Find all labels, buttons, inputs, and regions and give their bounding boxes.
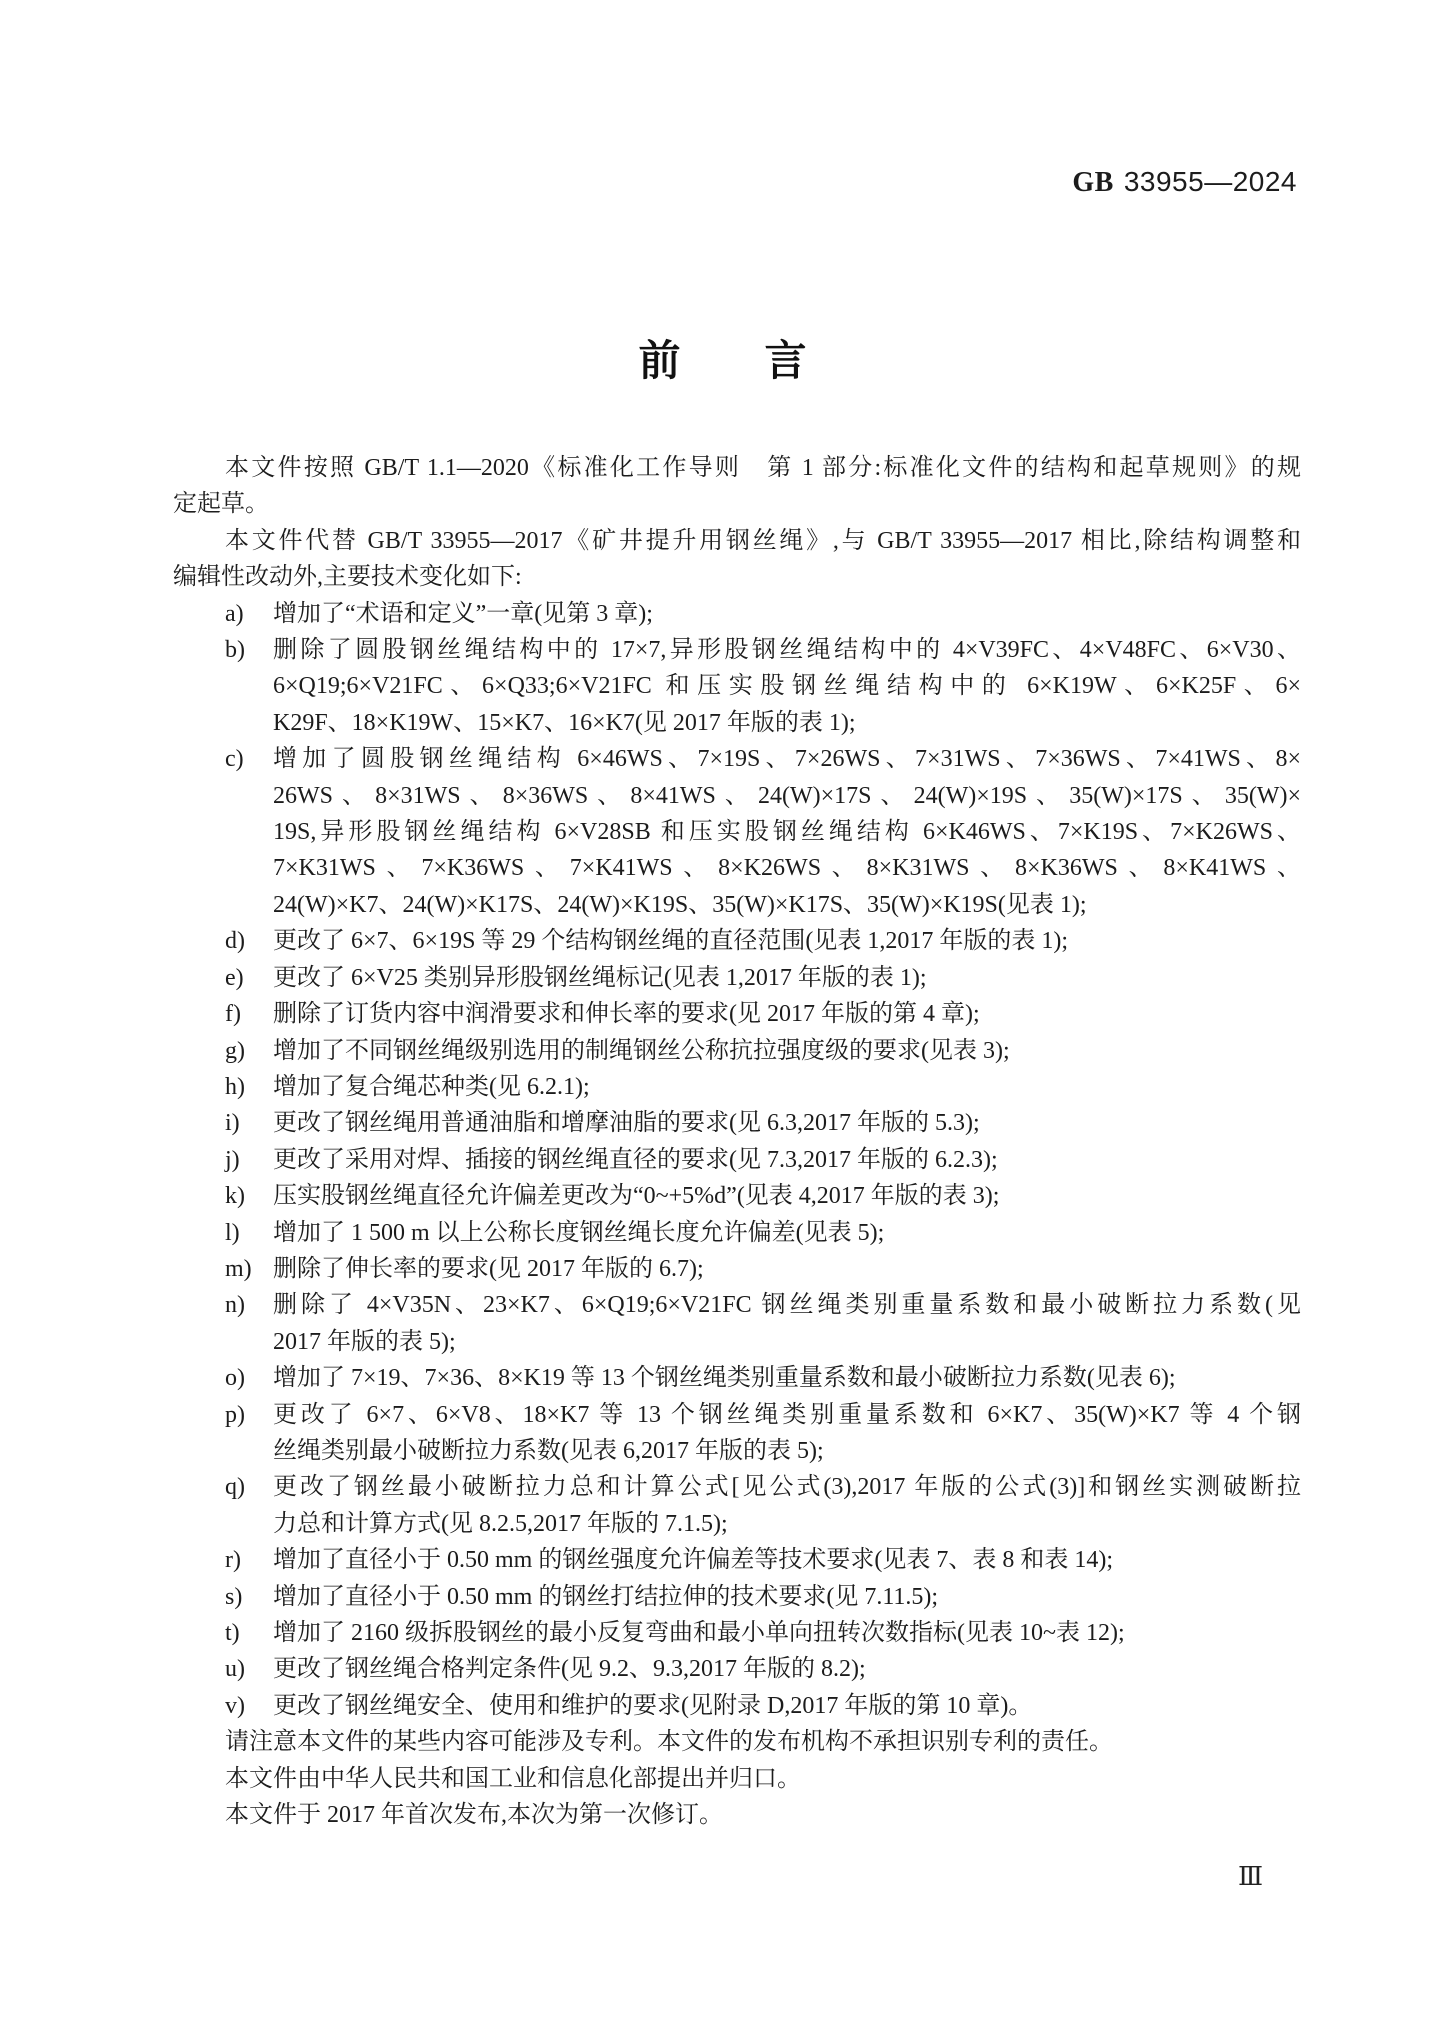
item-label: v) [225, 1692, 245, 1719]
change-item-u [173, 1651, 1301, 1687]
change-item-q [173, 1469, 1301, 1542]
change-item-n [173, 1287, 1301, 1360]
change-item-k [173, 1178, 1301, 1214]
standard-code-number: 33955—2024 [1123, 166, 1297, 197]
item-line: 更改了 6×7、6×V8、18×K7 等 13 个钢丝绳类别重量系数和 6×K7、35(W)×K7 等 4 个钢 [273, 1401, 1301, 1428]
item-label: m) [225, 1255, 252, 1282]
item-line: 更改了 6×V25 类别异形股钢丝绳标记(见表 1,2017 年版的表 1); [273, 964, 927, 991]
item-line: 增加了复合绳芯种类(见 6.2.1); [273, 1073, 590, 1100]
change-item-o [173, 1360, 1301, 1396]
item-line: 7×K31WS、7×K36WS、7×K41WS、8×K26WS、8×K31WS、8×K36WS、8×K41WS、 [273, 855, 1301, 882]
change-item-e [173, 960, 1301, 996]
intro-paragraph-line: 本文件代替 GB/T 33955—2017《矿井提升用钢丝绳》,与 GB/T 33955—2017 相比,除结构调整和 [225, 527, 1301, 554]
item-line: K29F、18×K19W、15×K7、16×K7(见 2017 年版的表 1); [273, 709, 856, 736]
item-label: i) [225, 1110, 240, 1137]
page-number: Ⅲ [1238, 1862, 1264, 1891]
change-item-h [173, 1069, 1301, 1105]
item-label: b) [225, 637, 245, 664]
item-line: 删除了圆股钢丝绳结构中的 17×7,异形股钢丝绳结构中的 4×V39FC、4×V48FC、6×V30、 [273, 637, 1301, 664]
item-line: 更改了钢丝绳合格判定条件(见 9.2、9.3,2017 年版的 8.2); [273, 1656, 866, 1683]
item-label: k) [225, 1183, 245, 1210]
item-line: 增加了 1 500 m 以上公称长度钢丝绳长度允许偏差(见表 5); [273, 1219, 885, 1246]
item-line: 更改了采用对焊、插接的钢丝绳直径的要求(见 7.3,2017 年版的 6.2.3); [273, 1146, 998, 1173]
change-item-m [173, 1251, 1301, 1287]
item-line: 2017 年版的表 5); [273, 1328, 456, 1355]
item-label: l) [225, 1219, 240, 1246]
item-line: 压实股钢丝绳直径允许偏差更改为“0~+5%d”(见表 4,2017 年版的表 3); [273, 1183, 1000, 1210]
item-line: 增加了 7×19、7×36、8×K19 等 13 个钢丝绳类别重量系数和最小破断拉力系数(见表 6); [273, 1365, 1176, 1392]
item-line: 增加了 2160 级拆股钢丝的最小反复弯曲和最小单向扭转次数指标(见表 10~表 12); [273, 1620, 1125, 1646]
item-line: 更改了钢丝绳安全、使用和维护的要求(见附录 D,2017 年版的第 10 章)。 [273, 1692, 1033, 1719]
item-line: 力总和计算方式(见 8.2.5,2017 年版的 7.1.5); [273, 1510, 728, 1537]
change-item-l [173, 1215, 1301, 1251]
item-line: 更改了钢丝绳用普通油脂和增摩油脂的要求(见 6.3,2017 年版的 5.3); [273, 1110, 980, 1137]
change-item-r [173, 1542, 1301, 1578]
item-label: p) [225, 1401, 245, 1428]
item-label: q) [225, 1474, 245, 1501]
item-label: n) [225, 1292, 245, 1319]
item-label: e) [225, 964, 244, 991]
page-title: 前 言 [638, 337, 807, 384]
item-line: 删除了订货内容中润滑要求和伸长率的要求(见 2017 年版的第 4 章); [273, 1001, 980, 1028]
item-line: 24(W)×K7、24(W)×K17S、24(W)×K19S、35(W)×K17S、35(W)×K19S(见表 1); [273, 891, 1087, 918]
item-line: 19S,异形股钢丝绳结构 6×V28SB 和压实股钢丝绳结构 6×K46WS、7×K19S、7×K26WS、 [273, 819, 1301, 846]
item-label: f) [225, 1001, 241, 1028]
item-label: r) [225, 1547, 241, 1574]
closing-paragraph: 本文件由中华人民共和国工业和信息化部提出并归口。 [225, 1765, 801, 1792]
item-label: h) [225, 1073, 245, 1100]
item-label: s) [225, 1583, 243, 1610]
item-label: d) [225, 928, 245, 955]
item-line: 26WS、8×31WS、8×36WS、8×41WS、24(W)×17S、24(W)×19S、35(W)×17S、35(W)× [273, 782, 1301, 809]
closing-paragraph: 本文件于 2017 年首次发布,本次为第一次修订。 [225, 1802, 723, 1829]
change-item-g [173, 1033, 1301, 1069]
change-item-f [173, 996, 1301, 1032]
change-item-t [173, 1615, 1301, 1651]
closing-paragraph: 请注意本文件的某些内容可能涉及专利。本文件的发布机构不承担识别专利的责任。 [225, 1729, 1113, 1756]
item-label: o) [225, 1365, 245, 1392]
standard-code [1072, 166, 1297, 199]
foreword-body [173, 450, 1301, 1833]
item-label: j) [225, 1146, 240, 1173]
change-item-b [173, 632, 1301, 741]
item-line: 删除了 4×V35N、23×K7、6×Q19;6×V21FC 钢丝绳类别重量系数和最小破断拉力系数(见 [273, 1292, 1301, 1319]
item-line: 更改了钢丝最小破断拉力总和计算公式[见公式(3),2017 年版的公式(3)]和钢丝实测破断拉 [273, 1474, 1301, 1501]
item-line: 增加了圆股钢丝绳结构 6×46WS、7×19S、7×26WS、7×31WS、7×36WS、7×41WS、8× [273, 746, 1301, 773]
intro-paragraph-line: 编辑性改动外,主要技术变化如下: [173, 564, 522, 591]
change-item-i [173, 1105, 1301, 1141]
change-item-j [173, 1142, 1301, 1178]
item-label: u) [225, 1656, 245, 1683]
intro-paragraph-line: 本文件按照 GB/T 1.1—2020《标准化工作导则 第 1 部分:标准化文件的结构和起草规则》的规 [225, 455, 1301, 481]
change-item-s [173, 1579, 1301, 1615]
item-label: g) [225, 1037, 245, 1064]
change-item-v [173, 1688, 1301, 1724]
intro-paragraph-line: 定起草。 [173, 491, 269, 518]
standard-code-prefix: GB [1072, 167, 1114, 198]
item-label: t) [225, 1620, 240, 1646]
item-line: 增加了直径小于 0.50 mm 的钢丝打结拉伸的技术要求(见 7.11.5); [273, 1583, 939, 1610]
item-line: 增加了不同钢丝绳级别选用的制绳钢丝公称抗拉强度级的要求(见表 3); [273, 1037, 1010, 1064]
item-label: c) [225, 746, 244, 773]
change-item-d [173, 923, 1301, 959]
item-line: 6×Q19;6×V21FC、6×Q33;6×V21FC 和压实股钢丝绳结构中的 6×K19W、6×K25F、6× [273, 673, 1301, 700]
item-label: a) [225, 600, 244, 627]
item-line: 删除了伸长率的要求(见 2017 年版的 6.7); [273, 1255, 704, 1282]
item-line: 增加了直径小于 0.50 mm 的钢丝强度允许偏差等技术要求(见表 7、表 8 和表 14); [273, 1547, 1113, 1574]
change-item-a [173, 596, 1301, 632]
change-item-p [173, 1397, 1301, 1470]
item-line: 增加了“术语和定义”一章(见第 3 章); [273, 600, 653, 627]
change-item-c [173, 741, 1301, 923]
item-line: 更改了 6×7、6×19S 等 29 个结构钢丝绳的直径范围(见表 1,2017 年版的表 1); [273, 928, 1069, 955]
item-line: 丝绳类别最小破断拉力系数(见表 6,2017 年版的表 5); [273, 1437, 824, 1464]
